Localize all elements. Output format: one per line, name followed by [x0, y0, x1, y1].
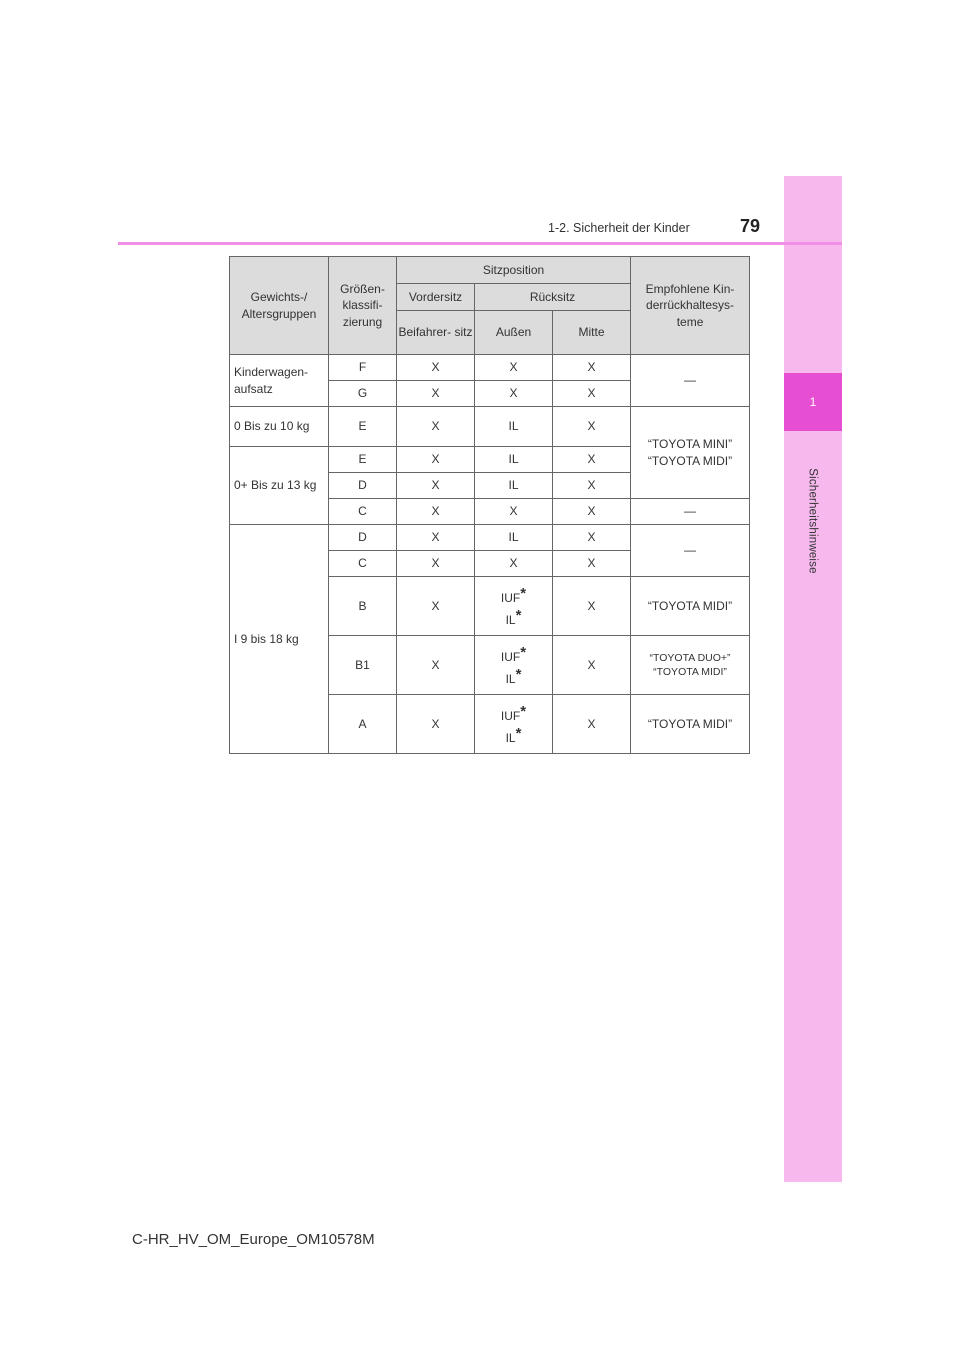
- front-cell: X: [397, 499, 475, 525]
- outer-cell: [475, 577, 553, 636]
- size-cell: A: [329, 695, 397, 754]
- chapter-title-box: [784, 431, 842, 611]
- front-cell: X: [397, 695, 475, 754]
- section-title: 1-2. Sicherheit der Kinder: [548, 221, 690, 235]
- front-cell: X: [397, 525, 475, 551]
- front-cell: X: [397, 407, 475, 447]
- footnote-mark: *: [515, 607, 522, 624]
- chapter-title: Sicherheitshinweise: [807, 468, 819, 574]
- front-cell: X: [397, 447, 475, 473]
- chapter-number-box: [784, 373, 842, 431]
- header-recommended: Empfohlene Kin- derrückhaltesys- teme: [631, 257, 750, 355]
- size-cell: D: [329, 525, 397, 551]
- front-cell: X: [397, 636, 475, 695]
- middle-cell: X: [553, 577, 631, 636]
- outer-line1: IUF: [500, 708, 521, 723]
- header-middle: Mitte: [553, 311, 631, 355]
- recommended-cell: “TOYOTA MIDI”: [631, 577, 750, 636]
- size-cell: D: [329, 473, 397, 499]
- middle-cell: X: [553, 636, 631, 695]
- group-cell: 0 Bis zu 10 kg: [230, 407, 329, 447]
- document-id: C-HR_HV_OM_Europe_OM10578M: [132, 1231, 375, 1248]
- recommended-line2: “TOYOTA MIDI”: [653, 666, 727, 678]
- recommended-line1: “TOYOTA DUO+”: [649, 651, 731, 664]
- outer-line2: IL: [505, 731, 516, 745]
- middle-cell: X: [553, 695, 631, 754]
- recommended-cell: “TOYOTA MINI” “TOYOTA MIDI”: [631, 407, 750, 499]
- child-seat-table: [229, 256, 750, 754]
- page-number: 79: [740, 216, 761, 236]
- outer-line1: IUF: [500, 649, 521, 664]
- header-group: Gewichts-/ Altersgruppen: [230, 257, 329, 355]
- middle-cell: X: [553, 407, 631, 447]
- outer-cell: X: [475, 551, 553, 577]
- recommended-cell: —: [631, 525, 750, 577]
- outer-cell: X: [475, 355, 553, 381]
- group-cell: Kinderwagen- aufsatz: [230, 355, 329, 407]
- recommended-cell: —: [631, 355, 750, 407]
- middle-cell: X: [553, 473, 631, 499]
- outer-cell: [475, 695, 553, 754]
- front-cell: X: [397, 577, 475, 636]
- footnote-mark: *: [520, 643, 527, 661]
- middle-cell: X: [553, 381, 631, 407]
- middle-cell: X: [553, 499, 631, 525]
- size-cell: E: [329, 447, 397, 473]
- header-seat-position: Sitzposition: [397, 257, 631, 284]
- footnote-mark: *: [520, 702, 527, 720]
- outer-cell: X: [475, 381, 553, 407]
- outer-cell: IL: [475, 473, 553, 499]
- footnote-mark: *: [520, 584, 527, 602]
- group-cell: 0+ Bis zu 13 kg: [230, 447, 329, 525]
- outer-cell: X: [475, 499, 553, 525]
- size-cell: C: [329, 551, 397, 577]
- front-cell: X: [397, 381, 475, 407]
- middle-cell: X: [553, 447, 631, 473]
- middle-cell: X: [553, 525, 631, 551]
- header-rear-seat: Rücksitz: [475, 284, 631, 311]
- outer-cell: IL: [475, 525, 553, 551]
- recommended-cell: “TOYOTA MIDI”: [631, 695, 750, 754]
- group-cell: I 9 bis 18 kg: [230, 525, 329, 754]
- header-passenger-seat: Beifahrer- sitz: [397, 311, 475, 355]
- middle-cell: X: [553, 355, 631, 381]
- middle-cell: X: [553, 551, 631, 577]
- header-size-class: Größen- klassifi- zierung: [329, 257, 397, 355]
- recommended-cell: —: [631, 499, 750, 525]
- size-cell: B1: [329, 636, 397, 695]
- outer-cell: IL: [475, 447, 553, 473]
- front-cell: X: [397, 551, 475, 577]
- footnote-mark: *: [515, 725, 522, 742]
- outer-cell: [475, 636, 553, 695]
- header-front-seat: Vordersitz: [397, 284, 475, 311]
- size-cell: F: [329, 355, 397, 381]
- header-outer: Außen: [475, 311, 553, 355]
- chapter-number: 1: [809, 395, 817, 409]
- size-cell: C: [329, 499, 397, 525]
- size-cell: B: [329, 577, 397, 636]
- footnote-mark: *: [515, 666, 522, 683]
- front-cell: X: [397, 355, 475, 381]
- size-cell: G: [329, 381, 397, 407]
- outer-line2: IL: [505, 613, 516, 627]
- size-cell: E: [329, 407, 397, 447]
- outer-line1: IUF: [500, 590, 521, 605]
- recommended-cell: [631, 636, 750, 695]
- outer-line2: IL: [505, 672, 516, 686]
- chapter-side-tab: [784, 176, 842, 1182]
- front-cell: X: [397, 473, 475, 499]
- outer-cell: IL: [475, 407, 553, 447]
- header-rule: [118, 242, 842, 245]
